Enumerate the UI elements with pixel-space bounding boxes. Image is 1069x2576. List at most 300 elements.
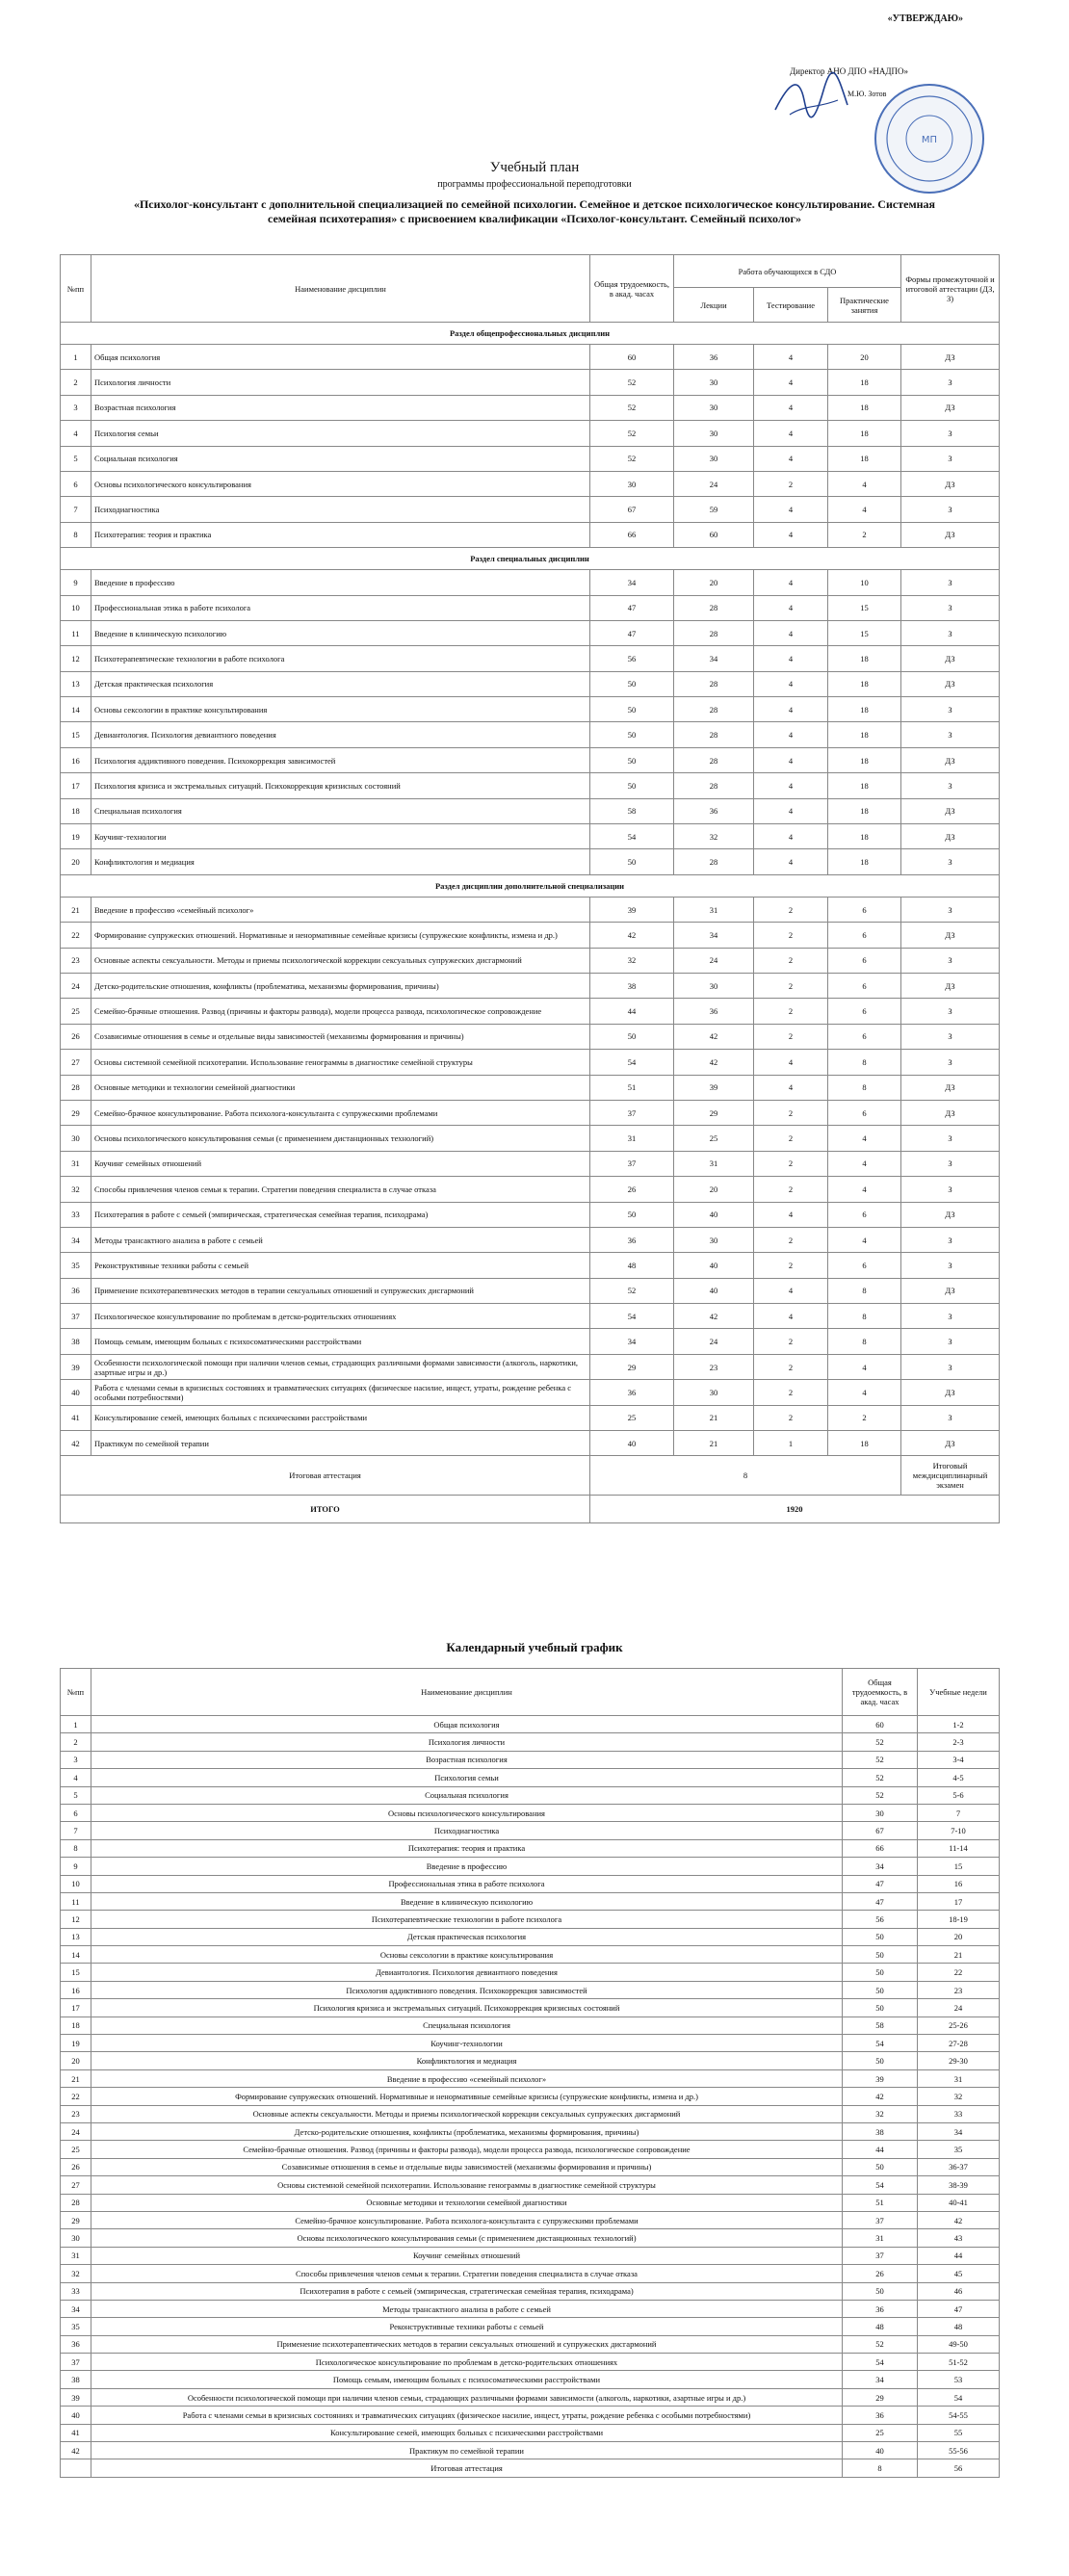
row-discipline: Введение в клиническую психологию: [91, 620, 590, 645]
table-row: [61, 1304, 1000, 1329]
row-num: 1: [61, 345, 91, 370]
row-hours: 52: [590, 446, 674, 471]
row-discipline: Специальная психология: [91, 798, 590, 823]
row-hours: 52: [590, 421, 674, 446]
cal-hours: 36: [843, 2300, 918, 2317]
cal-hours: 50: [843, 2282, 918, 2300]
row-lectures: 34: [674, 646, 754, 671]
row-practice: 6: [828, 1202, 901, 1227]
table-row: [61, 2442, 1000, 2459]
cal-weeks: 24: [918, 1999, 1000, 2017]
cal-weeks: 45: [918, 2265, 1000, 2282]
table-row: [61, 2371, 1000, 2388]
cal-num: 4: [61, 1769, 91, 1786]
row-practice: 4: [828, 1177, 901, 1202]
cal-num: 36: [61, 2335, 91, 2353]
cal-hours: 66: [843, 1839, 918, 1857]
table-row: [61, 671, 1000, 696]
row-form: ДЗ: [901, 923, 1000, 948]
row-hours: 54: [590, 1050, 674, 1075]
cal-num: 37: [61, 2354, 91, 2371]
table-row: [61, 747, 1000, 772]
cal-hours: 44: [843, 2141, 918, 2158]
row-hours: 40: [590, 1431, 674, 1456]
cal-num: 27: [61, 2176, 91, 2194]
row-discipline: Детско-родительские отношения, конфликты (проблематика, механизмы формирования, причины): [91, 973, 590, 998]
row-hours: 36: [590, 1227, 674, 1252]
row-discipline: Коучинг семейных отношений: [91, 1151, 590, 1176]
table-row: [61, 849, 1000, 874]
row-num: 38: [61, 1329, 91, 1354]
table-row: [61, 2035, 1000, 2052]
header-forms: Формы промежуточной и итоговой аттестации (ДЗ, З): [901, 255, 1000, 323]
row-lectures: 36: [674, 345, 754, 370]
row-testing: 2: [754, 1380, 828, 1405]
row-lectures: 30: [674, 395, 754, 420]
row-discipline: Введение в профессию «семейный психолог»: [91, 897, 590, 922]
row-num: 31: [61, 1151, 91, 1176]
row-practice: 18: [828, 671, 901, 696]
cal-weeks: 4-5: [918, 1769, 1000, 1786]
cal-weeks: 36-37: [918, 2158, 1000, 2175]
cal-discipline: Девиантология. Психология девиантного поведения: [91, 1964, 843, 1981]
row-hours: 47: [590, 620, 674, 645]
row-practice: 6: [828, 948, 901, 973]
row-discipline: Основы сексологии в практике консультирования: [91, 697, 590, 722]
row-num: 26: [61, 1024, 91, 1049]
table-row: [61, 2158, 1000, 2175]
table-row: [61, 2388, 1000, 2406]
cal-hours: 31: [843, 2229, 918, 2247]
cal-discipline: Специальная психология: [91, 2017, 843, 2034]
cal-weeks: 42: [918, 2211, 1000, 2228]
cal-discipline: Основные методики и технологии семейной диагностики: [91, 2194, 843, 2211]
cal-discipline: Психотерапия: теория и практика: [91, 1839, 843, 1857]
cal-hours: 26: [843, 2265, 918, 2282]
row-hours: 56: [590, 646, 674, 671]
row-discipline: Психотерапия: теория и практика: [91, 522, 590, 547]
row-lectures: 59: [674, 497, 754, 522]
cal-hours: 54: [843, 2035, 918, 2052]
cal-num: 22: [61, 2088, 91, 2105]
row-num: 15: [61, 722, 91, 747]
cal-num: 39: [61, 2388, 91, 2406]
row-practice: 20: [828, 345, 901, 370]
row-testing: 2: [754, 999, 828, 1024]
cal-num: 40: [61, 2407, 91, 2424]
table-row: [61, 1405, 1000, 1430]
row-hours: 50: [590, 722, 674, 747]
table-row: [61, 1928, 1000, 1945]
cal-discipline: Основы системной семейной психотерапии. Использование генограммы в диагностике семейной структуры: [91, 2176, 843, 2194]
row-form: З: [901, 1405, 1000, 1430]
row-discipline: Психология кризиса и экстремальных ситуаций. Психокоррекция кризисных состояний: [91, 773, 590, 798]
table-row: [61, 446, 1000, 471]
row-num: 34: [61, 1227, 91, 1252]
row-discipline: Основы психологического консультирования: [91, 471, 590, 496]
row-testing: 4: [754, 345, 828, 370]
cal-discipline: Детская практическая психология: [91, 1928, 843, 1945]
row-testing: 2: [754, 897, 828, 922]
table-row: [61, 2141, 1000, 2158]
row-lectures: 28: [674, 849, 754, 874]
final-label: Итоговая аттестация: [61, 1456, 590, 1496]
cal-num: 1: [61, 1716, 91, 1733]
row-num: 40: [61, 1380, 91, 1405]
table-row: [61, 1024, 1000, 1049]
row-practice: 6: [828, 1100, 901, 1125]
cal-hours: 47: [843, 1875, 918, 1892]
cal-discipline: Возрастная психология: [91, 1751, 843, 1768]
cal-hours: 34: [843, 1858, 918, 1875]
table-row: [61, 1733, 1000, 1751]
row-lectures: 36: [674, 999, 754, 1024]
cal-num: 31: [61, 2247, 91, 2264]
row-discipline: Психологическое консультирование по проблемам в детско-родительских отношениях: [91, 1304, 590, 1329]
row-form: ДЗ: [901, 471, 1000, 496]
cal-weeks: 44: [918, 2247, 1000, 2264]
cal-discipline: Способы привлечения членов семьи к терапии. Стратегии поведения специалиста в случае отказа: [91, 2265, 843, 2282]
svg-text:МП: МП: [921, 135, 938, 145]
row-num: 20: [61, 849, 91, 874]
cal-hours: 56: [843, 1911, 918, 1928]
cal-hours: 52: [843, 1733, 918, 1751]
row-num: 12: [61, 646, 91, 671]
row-practice: 4: [828, 497, 901, 522]
table-row: [61, 923, 1000, 948]
cal-discipline: Психологическое консультирование по проблемам в детско-родительских отношениях: [91, 2354, 843, 2371]
section-title: Раздел общепрофессиональных дисциплин: [61, 323, 1000, 345]
row-form: З: [901, 697, 1000, 722]
cal-num: 3: [61, 1751, 91, 1768]
row-discipline: Помощь семьям, имеющим больных с психосоматическими расстройствами: [91, 1329, 590, 1354]
plan-subtitle: программы профессиональной переподготовки: [437, 179, 632, 190]
row-form: З: [901, 1050, 1000, 1075]
table-row: [61, 1202, 1000, 1227]
cal-hours: 50: [843, 1981, 918, 1998]
cal-num: 30: [61, 2229, 91, 2247]
row-form: З: [901, 1227, 1000, 1252]
cal-num: 15: [61, 1964, 91, 1981]
row-hours: 25: [590, 1405, 674, 1430]
row-practice: 6: [828, 1024, 901, 1049]
row-hours: 38: [590, 973, 674, 998]
table-row: [61, 999, 1000, 1024]
row-hours: 36: [590, 1380, 674, 1405]
row-practice: 18: [828, 747, 901, 772]
row-discipline: Девиантология. Психология девиантного поведения: [91, 722, 590, 747]
calendar-title: Календарный учебный график: [446, 1640, 623, 1654]
cal-weeks: 27-28: [918, 2035, 1000, 2052]
cal-discipline: Введение в профессию «семейный психолог»: [91, 2069, 843, 2087]
row-form: З: [901, 1304, 1000, 1329]
cal-num: 41: [61, 2424, 91, 2441]
table-row: [61, 570, 1000, 595]
table-row: [61, 2407, 1000, 2424]
row-testing: 4: [754, 722, 828, 747]
row-hours: 52: [590, 1278, 674, 1303]
row-form: З: [901, 595, 1000, 620]
row-num: 32: [61, 1177, 91, 1202]
row-num: 22: [61, 923, 91, 948]
cal-discipline: Психотерапевтические технологии в работе психолога: [91, 1911, 843, 1928]
row-form: ДЗ: [901, 798, 1000, 823]
row-lectures: 42: [674, 1050, 754, 1075]
row-form: З: [901, 1126, 1000, 1151]
row-hours: 47: [590, 595, 674, 620]
cal-discipline: Основы психологического консультирования семьи (с применением дистанционных технологий): [91, 2229, 843, 2247]
row-lectures: 25: [674, 1126, 754, 1151]
cal-discipline: Психология кризиса и экстремальных ситуаций. Психокоррекция кризисных состояний: [91, 1999, 843, 2017]
row-num: 25: [61, 999, 91, 1024]
row-hours: 50: [590, 671, 674, 696]
row-lectures: 30: [674, 370, 754, 395]
approval-block: [732, 13, 1050, 145]
cal-weeks: 22: [918, 1964, 1000, 1981]
row-num: 14: [61, 697, 91, 722]
cal-weeks: 29-30: [918, 2052, 1000, 2069]
row-discipline: Социальная психология: [91, 446, 590, 471]
row-hours: 50: [590, 747, 674, 772]
cal-hours: 30: [843, 1804, 918, 1821]
cal-hours: 8: [843, 2459, 918, 2477]
cal-num: 23: [61, 2105, 91, 2122]
cal-num: 12: [61, 1911, 91, 1928]
cal-discipline: Практикум по семейной терапии: [91, 2442, 843, 2459]
row-hours: 54: [590, 1304, 674, 1329]
row-discipline: Общая психология: [91, 345, 590, 370]
row-form: З: [901, 897, 1000, 922]
row-num: 23: [61, 948, 91, 973]
row-hours: 26: [590, 1177, 674, 1202]
total-hours: 1920: [590, 1496, 1000, 1523]
row-testing: 2: [754, 1329, 828, 1354]
row-form: ДЗ: [901, 1380, 1000, 1405]
row-hours: 58: [590, 798, 674, 823]
cal-num: 33: [61, 2282, 91, 2300]
cal-weeks: 5-6: [918, 1786, 1000, 1804]
table-row: [61, 2211, 1000, 2228]
row-lectures: 42: [674, 1304, 754, 1329]
row-num: 5: [61, 446, 91, 471]
cal-hours: 67: [843, 1822, 918, 1839]
row-lectures: 28: [674, 697, 754, 722]
row-practice: 18: [828, 395, 901, 420]
table-row: [61, 620, 1000, 645]
row-testing: 4: [754, 1278, 828, 1303]
row-hours: 67: [590, 497, 674, 522]
cal-weeks: 11-14: [918, 1839, 1000, 1857]
row-form: ДЗ: [901, 1100, 1000, 1125]
row-form: ДЗ: [901, 345, 1000, 370]
cal-num: 38: [61, 2371, 91, 2388]
cal-hours: 48: [843, 2318, 918, 2335]
row-form: З: [901, 1354, 1000, 1379]
row-hours: 52: [590, 370, 674, 395]
cal-weeks: 51-52: [918, 2354, 1000, 2371]
row-practice: 18: [828, 370, 901, 395]
cal-weeks: 48: [918, 2318, 1000, 2335]
cal-discipline: Введение в клиническую психологию: [91, 1892, 843, 1910]
row-hours: 34: [590, 1329, 674, 1354]
row-num: 27: [61, 1050, 91, 1075]
row-num: 21: [61, 897, 91, 922]
table-row: [61, 471, 1000, 496]
table-row: [61, 1075, 1000, 1100]
row-testing: 2: [754, 1126, 828, 1151]
table-row: [61, 2300, 1000, 2317]
row-testing: 4: [754, 421, 828, 446]
section-header: [61, 548, 1000, 570]
cal-num: 21: [61, 2069, 91, 2087]
row-lectures: 20: [674, 570, 754, 595]
row-hours: 31: [590, 1126, 674, 1151]
cal-discipline: Консультирование семей, имеющих больных с психическими расстройствами: [91, 2424, 843, 2441]
row-hours: 39: [590, 897, 674, 922]
cal-discipline: Психология семьи: [91, 1769, 843, 1786]
row-form: З: [901, 1177, 1000, 1202]
cal-discipline: Психология личности: [91, 1733, 843, 1751]
table-row: [61, 1751, 1000, 1768]
row-testing: 2: [754, 1151, 828, 1176]
cal-discipline: Работа с членами семьи в кризисных состояниях и травматических ситуациях (физическое насилие, инцест, утраты, рождение ребенка с особыми потребностями): [91, 2407, 843, 2424]
row-hours: 60: [590, 345, 674, 370]
cal-hours: 50: [843, 1999, 918, 2017]
cal-discipline: Особенности психологической помощи при наличии членов семьи, страдающих различными формами зависимости (алкоголь, наркотики, азартные игры и др.): [91, 2388, 843, 2406]
cal-num: 13: [61, 1928, 91, 1945]
table-row: [61, 1981, 1000, 1998]
row-testing: 4: [754, 595, 828, 620]
cal-num: 24: [61, 2122, 91, 2140]
cal-hours: 50: [843, 1964, 918, 1981]
row-lectures: 28: [674, 773, 754, 798]
row-practice: 8: [828, 1304, 901, 1329]
cal-weeks: 25-26: [918, 2017, 1000, 2034]
row-hours: 37: [590, 1151, 674, 1176]
cal-weeks: 20: [918, 1928, 1000, 1945]
row-discipline: Профессиональная этика в работе психолога: [91, 595, 590, 620]
program-title: «Психолог-консультант с дополнительной специализацией по семейной психологии. Семейное и детское психологическое консультирование. Системная семейная психотерапия» с присвоением квалификации «Психолог-консультант. Семейный психолог»: [133, 197, 936, 225]
table-row: [61, 1050, 1000, 1075]
cal-hours: 50: [843, 1928, 918, 1945]
row-practice: 8: [828, 1050, 901, 1075]
row-lectures: 30: [674, 421, 754, 446]
row-num: 24: [61, 973, 91, 998]
row-num: 37: [61, 1304, 91, 1329]
cal-header-hours: Общая трудоемкость, в акад. часах: [843, 1669, 918, 1716]
cal-header-name: Наименование дисциплин: [91, 1669, 843, 1716]
row-lectures: 24: [674, 948, 754, 973]
row-practice: 8: [828, 1329, 901, 1354]
calendar-table: [60, 1668, 1000, 2478]
row-form: З: [901, 849, 1000, 874]
table-row: [61, 1380, 1000, 1405]
cal-num: 7: [61, 1822, 91, 1839]
row-lectures: 21: [674, 1405, 754, 1430]
row-num: 42: [61, 1431, 91, 1456]
row-practice: 18: [828, 446, 901, 471]
table-row: [61, 798, 1000, 823]
final-form: Итоговый междисциплинарный экзамен: [901, 1456, 1000, 1496]
cal-weeks: 18-19: [918, 1911, 1000, 1928]
cal-discipline: Применение психотерапевтических методов в терапии сексуальных отношений и супружеских дисгармоний: [91, 2335, 843, 2353]
table-row: [61, 1151, 1000, 1176]
cal-num: 8: [61, 1839, 91, 1857]
row-num: 11: [61, 620, 91, 645]
cal-weeks: 7: [918, 1804, 1000, 1821]
row-discipline: Коучинг-технологии: [91, 824, 590, 849]
cal-num: 16: [61, 1981, 91, 1998]
cal-weeks: 2-3: [918, 1733, 1000, 1751]
cal-weeks: 7-10: [918, 1822, 1000, 1839]
row-lectures: 30: [674, 973, 754, 998]
row-discipline: Основные методики и технологии семейной диагностики: [91, 1075, 590, 1100]
row-lectures: 24: [674, 1329, 754, 1354]
cal-hours: 37: [843, 2211, 918, 2228]
row-testing: 4: [754, 497, 828, 522]
row-lectures: 20: [674, 1177, 754, 1202]
cal-discipline: Реконструктивные техники работы с семьей: [91, 2318, 843, 2335]
cal-num: 17: [61, 1999, 91, 2017]
row-form: ДЗ: [901, 1075, 1000, 1100]
table-row: [61, 2282, 1000, 2300]
row-practice: 4: [828, 1227, 901, 1252]
row-discipline: Основы системной семейной психотерапии. Использование генограммы в диагностике семейной структуры: [91, 1050, 590, 1075]
row-testing: 4: [754, 370, 828, 395]
row-testing: 2: [754, 471, 828, 496]
row-form: ДЗ: [901, 824, 1000, 849]
cal-weeks: 46: [918, 2282, 1000, 2300]
table-row: [61, 1716, 1000, 1733]
row-lectures: 40: [674, 1253, 754, 1278]
row-testing: 2: [754, 1354, 828, 1379]
table-row: [61, 1227, 1000, 1252]
row-testing: 4: [754, 671, 828, 696]
approval-word: «УТВЕРЖДАЮ»: [887, 13, 963, 24]
cal-num: 2: [61, 1733, 91, 1751]
row-practice: 4: [828, 1380, 901, 1405]
cal-weeks: 34: [918, 2122, 1000, 2140]
cal-weeks: 47: [918, 2300, 1000, 2317]
row-form: З: [901, 497, 1000, 522]
row-num: 6: [61, 471, 91, 496]
cal-weeks: 15: [918, 1858, 1000, 1875]
cal-weeks: 31: [918, 2069, 1000, 2087]
row-practice: 18: [828, 1431, 901, 1456]
row-testing: 2: [754, 1177, 828, 1202]
table-row: [61, 370, 1000, 395]
row-form: ДЗ: [901, 671, 1000, 696]
section-title: Раздел дисциплин дополнительной специализации: [61, 874, 1000, 897]
row-testing: 4: [754, 446, 828, 471]
row-discipline: Семейно-брачное консультирование. Работа психолога-консультанта с супружескими проблемами: [91, 1100, 590, 1125]
cal-hours: 40: [843, 2442, 918, 2459]
cal-discipline: Семейно-брачные отношения. Развод (причины и факторы развода), модели процесса развода, психологическое сопровождение: [91, 2141, 843, 2158]
header-num: №пп: [61, 255, 91, 323]
row-form: З: [901, 370, 1000, 395]
cal-num: 26: [61, 2158, 91, 2175]
cal-weeks: 17: [918, 1892, 1000, 1910]
row-num: 17: [61, 773, 91, 798]
table-row: [61, 1892, 1000, 1910]
table-row: [61, 1769, 1000, 1786]
row-num: 41: [61, 1405, 91, 1430]
row-num: 33: [61, 1202, 91, 1227]
row-num: 30: [61, 1126, 91, 1151]
row-testing: 2: [754, 973, 828, 998]
row-discipline: Работа с членами семьи в кризисных состояниях и травматических ситуациях (физическое насилие, инцест, утраты, рождение ребенка с особыми потребностями): [91, 1380, 590, 1405]
row-hours: 29: [590, 1354, 674, 1379]
